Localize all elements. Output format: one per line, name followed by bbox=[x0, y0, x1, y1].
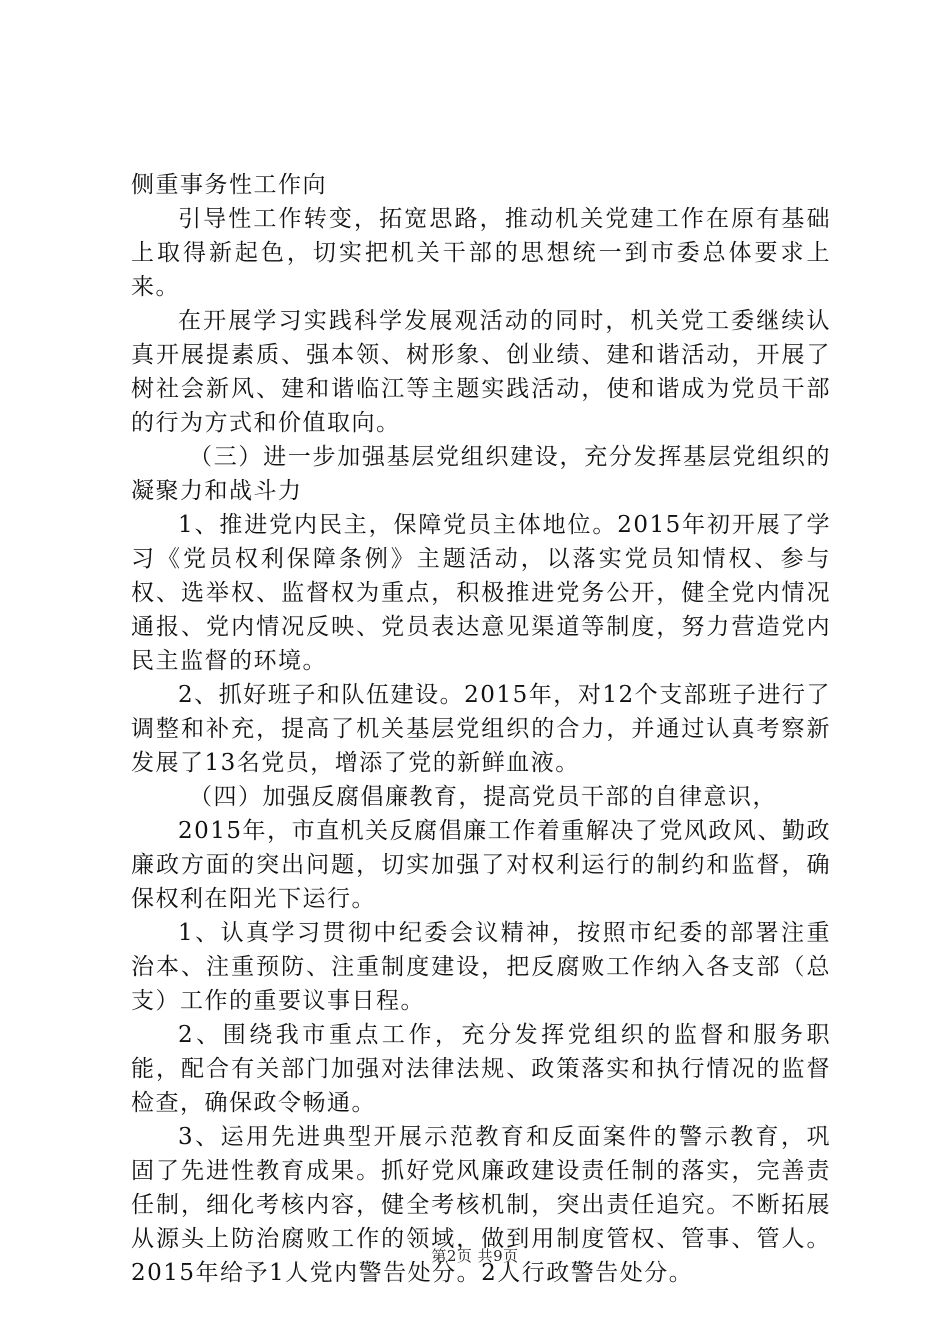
paragraph: 2、围绕我市重点工作，充分发挥党组织的监督和服务职能，配合有关部门加强对法律法规、政策落实和执行情况的监督检查，确保政令畅通。 bbox=[131, 1022, 831, 1116]
section-heading: （四）加强反腐倡廉教育，提高党员干部的自律意识， bbox=[189, 784, 777, 810]
paragraph: 1、认真学习贯彻中纪委会议精神，按照市纪委的部署注重治本、注重预防、注重制度建设，把反腐败工作纳入各支部（总支）工作的重要议事日程。 bbox=[131, 920, 831, 1014]
paragraph: 引导性工作转变，拓宽思路，推动机关党建工作在原有基础上取得新起色，切实把机关干部的思想统一到市委总体要求上来。 bbox=[131, 206, 831, 300]
paragraph-continuation: 侧重事务性工作向 bbox=[131, 172, 327, 198]
page-number-footer: 第2页 共9页 bbox=[431, 1247, 519, 1265]
document-body bbox=[131, 168, 831, 1290]
paragraph: 2015年，市直机关反腐倡廉工作着重解决了党风政风、勤政廉政方面的突出问题，切实加强了对权利运行的制约和监督，确保权利在阳光下运行。 bbox=[131, 818, 831, 912]
paragraph: 在开展学习实践科学发展观活动的同时，机关党工委继续认真开展提素质、强本领、树形象、创业绩、建和谐活动，开展了树社会新风、建和谐临江等主题实践活动，使和谐成为党员干部的行为方式和价值取向。 bbox=[131, 308, 831, 436]
paragraph: 3、运用先进典型开展示范教育和反面案件的警示教育，巩固了先进性教育成果。抓好党风廉政建设责任制的落实，完善责任制，细化考核内容，健全考核机制，突出责任追究。不断拓展从源头上防治腐败工作的领域，做到用制度管权、管事、管人。2015年给予1人党内警告处分。2人行政警告处分。 bbox=[131, 1124, 831, 1286]
section-heading: （三）进一步加强基层党组织建设，充分发挥基层党组织的凝聚力和战斗力 bbox=[131, 444, 831, 504]
paragraph: 2、抓好班子和队伍建设。2015年，对12个支部班子进行了调整和补充，提高了机关基层党组织的合力，并通过认真考察新发展了13名党员，增添了党的新鲜血液。 bbox=[131, 682, 831, 776]
paragraph: 1、推进党内民主，保障党员主体地位。2015年初开展了学习《党员权利保障条例》主题活动，以落实党员知情权、参与权、选举权、监督权为重点，积极推进党务公开，健全党内情况通报、党内情况反映、党员表达意见渠道等制度，努力营造党内民主监督的环境。 bbox=[131, 512, 831, 674]
